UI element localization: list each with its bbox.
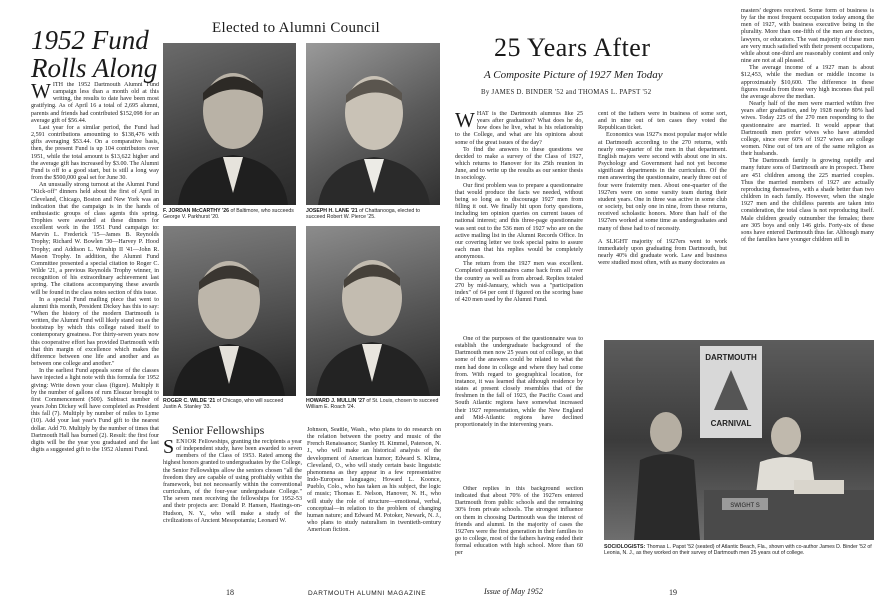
fellowships-title: Senior Fellowships [172, 423, 265, 437]
caption-name: ROGER C. WILDE '21 [163, 398, 216, 404]
issue-date: Issue of May 1952 [484, 587, 543, 596]
sociologists-scene [604, 340, 874, 540]
portrait-photo-wilde [163, 226, 296, 396]
council-title: Elected to Alumni Council [212, 20, 380, 36]
portrait-figure [306, 43, 440, 205]
caption-text: of Baltimore, who succeeds George V. Parkhurst '20. [163, 208, 294, 221]
caption-text: of Chicago, who will succeed Justin A. Stanley '33. [163, 398, 284, 411]
fellowships-col2-text: Johnson, Seattle, Wash., who plans to do research on the relation between the poetry and music of the French Renaissance; Stanley H. Kimmel, Paterson, N. J., who will make an historical analysis of the development of American humor; Edward S. Klima, Cleveland, O., who will study certain basic linguistic phenomena as they appear in a few representative Indo-European languages; Howard L. Koonce, Pueblo, Colo., who has taken as his subject, the logic of music; Thomas E. Nelson, Hanover, N. H., who will study the role of structure—emotional, verbal, conceptual—in relation to the problem of changing human nature; and Edward M. Potoker, Newark, N. J., who plans to study naturalism in twentieth-century American fiction. [307, 427, 441, 534]
caption-name: F. JORDAN McCARTHY '26 [163, 208, 229, 214]
article-col1-lower-para: One of the purposes of the questionnaire was to establish the undergraduate background of the Dartmouth men now 25 years out of college, so that some of the answers could be related to what the men had done in college and where they had come from. With regard to geographical location, for instance, it was learned that although residence by states at present closely resembles that of the freshmen in the fall of 1923, the Pacific Coast and South Atlantic regions have somewhat increased their 1927 representation, while the New England and Mid-Atlantic regions have declined proportionately in the intervening years. [455, 336, 583, 428]
fund-paragraph: An unusually strong turnout at the Alumni Fund "Kick-off" dinners held about the first of April in Cleveland, Chicago, Boston and New York was an indication that the campaign is in the hands of enthusiastic groups of class agents this spring. Trophies were awarded at these dinners for excellent work in the 1951 Fund campaign to: Marvin L. Frederick '15—James B. Reynolds Trophy; Richard W. Bowlen '30—Harvey P. Hood Trophy; and Addison L. Winship II '41—John R. Mason Trophy. In addition, the Alumni Fund Committee presented a special citation to Roger C. Wilde '21, a previous Reynolds Trophy winner, in recognition of his extraordinary achievement last spring. The citations accompanying these awards will be found in the class notes section of this issue. [31, 182, 159, 296]
caption-label: SOCIOLOGISTS: [604, 544, 646, 550]
caption-text: of Chattanooga, elected to succeed Robert W. Pierce '25. [306, 208, 420, 221]
spacer [598, 329, 599, 330]
portrait-figure [306, 226, 440, 396]
article-byline: By JAMES D. BINDER '52 and THOMAS L. PAPST '52 [481, 89, 652, 96]
article-col2-para: cent of the fathers were in business of some sort, and in nine out of ten cases they voted the Republican ticket. [598, 111, 727, 132]
article-col3-para: The Dartmouth family is growing rapidly and many future sons of Dartmouth are in prospect. There are 451 children among the 225 married couples. Thus the married members of 1927 are actually reproducing themselves, with a shade better than two children in each family. However, when the single 1927 men and the childless parents are taken into consideration, the total class is not reproducing itself. Male children greatly outnumber the females; there are 305 boys and only 146 girls. Forty-six of these sons have entered Dartmouth thus far. Although many of the families have younger children still in [741, 158, 874, 243]
portrait-photo-lane [306, 43, 440, 205]
caption-name: JOSEPH H. LANE '21 [306, 208, 358, 214]
article-dropcap: W [455, 111, 475, 132]
fund-paragraph: In the earliest Fund appeals some of the classes have injected a light note with this formula for 1952 giving: Write down your class (figure). Multiply it by the number of gallons of rum Eleazar brought to first Commencement (500). Subtract number of years John Dickey will have completed as President this fall (7). Multiply by number of miles to Lyme (10). Add your last year's Fund gift to the nearest dollar. Add 70. Multiply by the number of times that Dartmouth Hall has burned (2). Result: the first four digits will be the year you graduated and the last digits a suggested gift to the 1952 Alumni Fund. [31, 368, 159, 453]
article-col1-para: HAT is the Dartmouth alumnus like 25 years after graduation? What does he do, how does he live, what is his relationship to the College, and what are his opinions about some of the great issues of the day? [455, 111, 583, 146]
article-col1-lower-para: Other replies in this background section indicated that about 70% of the 1927ers entered Dartmouth from public schools and the remaining 30% from private schools. The strongest influence on them in choosing Dartmouth was the interest of friends and alumni. In the majority of cases the 1927ers were the first generation in their families to go to college, most of the fathers having ended their formal education with high school. More than 60 per [455, 486, 583, 557]
fund-paragraph: Last year for a similar period, the Fund had 2,591 contributions amounting to $138,476 with gifts averaging $53.44. On a comparative basis, then, the present Fund is up 104 contributors over 1951, while the total amount is $13,622 higher and the average gift has increased by $3.00. The Alumni Fund is off to a good start, but is still a long way from the $500,000 goal set for June 30. [31, 124, 159, 182]
article-col1-para: The return from the 1927 men was excellent. Completed questionnaires came back from all over the country as well as from abroad. Replies totaled 270 by mid-January, which was a "participation index" of 64 per cent if figured on the scoring base of 420 men used by the Alumni Fund. [455, 261, 583, 304]
caption-name: HOWARD J. MULLIN '27 [306, 398, 365, 404]
article-col3-para: Nearly half of the men were married within five years after graduation, and by 1928 nearly 80% had wives. Today 225 of the 270 men responding to the questionnaire are married. It would appear that Dartmouth men prefer wives who have attended college, since over 60% of 1927 wives are college women. Nine out of ten are of the same religion as their husbands. [741, 101, 874, 158]
page-number-left: 18 [226, 588, 234, 597]
papers [794, 480, 844, 494]
caption-mccarthy [163, 208, 296, 220]
fund-title-line2: Rolls Along [31, 53, 158, 83]
article-title: 25 Years After [494, 33, 651, 62]
fellowships-dropcap: S [163, 439, 175, 458]
portrait-figure [163, 43, 296, 205]
fund-headline [31, 26, 166, 82]
magazine-name: DARTMOUTH ALUMNI MAGAZINE [308, 590, 427, 597]
fellowships-col2 [307, 427, 441, 585]
poster-word-2: CARNIVAL [710, 419, 752, 428]
caption-text: of St. Louis, chosen to succeed William E. Roach '24. [306, 398, 439, 411]
seated-man-head [771, 417, 801, 455]
page-number-right: 19 [669, 588, 677, 597]
fund-dropcap: W [31, 82, 51, 103]
article-col2 [598, 111, 727, 326]
article-col3-para: The average income of a 1927 man is about $12,453, while the median or middle income is approximately $10,600. The difference in these figures results from those very high incomes that pull the average above the median. [741, 65, 874, 100]
article-subtitle: A Composite Picture of 1927 Men Today [484, 69, 663, 81]
fund-first-paragraph: ITH the 1952 Dartmouth Alumni Fund campaign less than a month old at this writing, the results to date have been most gratifying. As of April 16 a total of 2,695 alumni, parents and friends had contributed $152,098 for an average gift of $56.44. [31, 82, 159, 124]
portrait-figure [163, 226, 296, 396]
standing-man-head [650, 412, 682, 452]
article-col2-para: Economics was 1927's most popular major while at Dartmouth according to the 270 returns, with nearly one-quarter of the men in that department. English majors were second with about one in six. Psychology and Government had not yet become significant departments in the curriculum. Of the men answering the questionnaire, nearly three out of four were fraternity men. About one-quarter of the 1927ers were on some varsity team during their student years. One in three was active in some club or society, but only one in nine, from these returns, received scholastic honors. More than half of the 1927ers worked at some time as undergraduates and many of these had to of necessity. [598, 132, 727, 232]
desk-sign: SWIGHT S [730, 503, 760, 509]
article-col2-para: A SLIGHT majority of 1927ers went to work immediately upon graduating from Dartmouth, but nearly 40% did graduate work. Law and business were studied most often, with as many doctorates as [598, 238, 727, 267]
article-col3 [741, 8, 874, 336]
fellowships-col1-text: Fellowships, granting the recipients a year of independent study, have been awarded to seven members of the Class of 1953. Rated among the highest honors granted to undergraduates by the College, the Senior Fellowships allow the seniors chosen "all the freedom they are capable of using profitably within the framework, but not necessarily within the conventional curriculum, of the four-year undergraduate College." The seven men receiving the fellowships for 1952-53 and their projects are: Donald P. Hansen, Hastings-on-Hudson, N. Y., who will make a study of the civilizations of Ancient Mesopotamia; Leonard W. [163, 439, 302, 524]
fund-paragraph: In a special Fund mailing piece that went to alumni this month, President Dickey has this to say: "When the history of the modern Dartmouth is written, the Alumni Fund will likely stand out as the bootstrap by which this college raised itself to contemporary greatness. For thirty-seven years now this cooperative effort has provided Dartmouth with that thin margin of excellence which makes the difference between one life and another and as between one college and another." [31, 296, 159, 368]
article-col1 [455, 111, 583, 336]
portrait-photo-mccarthy [163, 43, 296, 205]
caption-mullin [306, 398, 440, 410]
sociologists-photo [604, 340, 874, 540]
article-col3-para: masters' degrees received. Some form of business is by far the most frequent occupation today among the men of 1927, with business executive being in the plurality. More than one-fifth of the men are doctors, lawyers, or educators. The vast majority of these men are very much satisfied with their present occupations, while about one-third are reasonably content and only nine are not at all pleased. [741, 8, 874, 65]
caption-lane [306, 208, 440, 220]
caption-wilde [163, 398, 296, 410]
portrait-photo-mullin [306, 226, 440, 396]
poster-word-1: DARTMOUTH [705, 353, 757, 362]
article-col1-para: To find the answers to these questions we decided to make a survey of the Class of 1927, which returns to Hanover for its 25th reunion in June, and to write up the results as our senior thesis in sociology. [455, 146, 583, 182]
fund-title-line1: 1952 Fund [31, 25, 149, 55]
fund-article-body [31, 82, 159, 582]
sociologists-caption [604, 544, 874, 556]
desk [704, 490, 874, 540]
article-col1-para: Our first problem was to prepare a questionnaire that would produce the facts we needed, without being so long as to discourage 1927 men from filling it out. We finally hit upon forty questions, including ten opinion queries on current issues of national interest; and this three-page questionnaire was sent out to the 536 men of 1927 who are on the active mailing list in the Alumni Records Office. In our covering letter we took special pains to assure each man that his replies would be completely anonymous. [455, 182, 583, 261]
article-col1-lower-b [455, 486, 583, 582]
fellowships-lead: ENIOR [176, 439, 197, 445]
standing-man-body [634, 454, 700, 540]
fellowships-col1 [163, 439, 302, 585]
caption-text: Thomas L. Papst '52 (seated) of Atlantic Beach, Fla., shown with co-author James D. Binder '52 of Leonia, N. J., as they worked on their survey of Dartmouth men 25 years out of college. [604, 544, 872, 557]
